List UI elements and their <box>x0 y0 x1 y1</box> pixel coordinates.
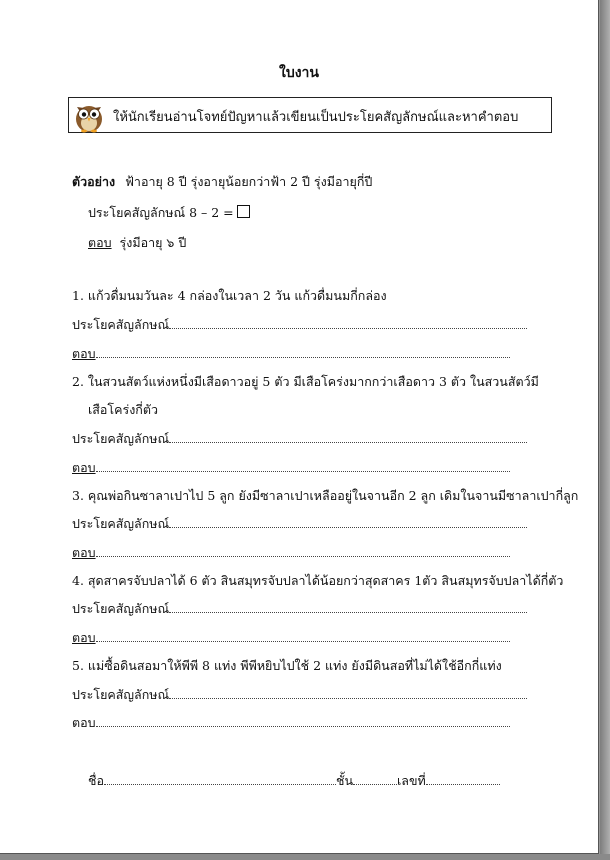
example-problem-line <box>72 172 372 192</box>
problem-2-answer-line <box>72 458 510 478</box>
answer-blank[interactable] <box>96 725 510 727</box>
problem-1-sentence-line <box>72 315 527 335</box>
sentence-label: ประโยคสัญลักษณ์ <box>72 431 170 446</box>
problem-5-sentence-line <box>72 685 527 705</box>
sentence-label: ประโยคสัญลักษณ์ <box>72 317 170 332</box>
problem-3-text: 3. คุณพ่อกินซาลาเปาไป 5 ลูก ยังมีซาลาเปาเหลืออยู่ในจานอีก 2 ลูก เดิมในจานมีซาลาเปากี่ลูก <box>72 488 579 503</box>
problem-5-text: 5. แม่ซื้อดินสอมาให้พีพี 8 แท่ง พีพีหยิบไปใช้ 2 แท่ง ยังมีดินสอที่ไม่ได้ใช้อีกกี่แท่ง <box>72 658 502 673</box>
problem-2-text-cont: เสือโคร่งกี่ตัว <box>88 402 159 417</box>
footer-line <box>88 771 500 791</box>
example-label: ตัวอย่าง <box>72 174 116 189</box>
sentence-label: ประโยคสัญลักษณ์ <box>72 687 170 702</box>
answer-label: ตอบ <box>72 545 96 560</box>
instruction-box <box>68 97 552 133</box>
answer-blank[interactable] <box>96 356 510 358</box>
problem-5-answer-line <box>72 713 510 733</box>
viewer-bottom-edge <box>0 854 610 860</box>
number-blank[interactable] <box>426 783 500 785</box>
problem-2-text: 2. ในสวนสัตว์แห่งหนึ่งมีเสือดาวอยู่ 5 ตัว มีเสือโคร่งมากกว่าเสือดาว 3 ตัว ในสวนสัตว์มี <box>72 374 539 389</box>
sentence-blank[interactable] <box>169 327 527 329</box>
example-answer-label: ตอบ <box>88 235 112 250</box>
example-answer: รุ่งมีอายุ ๖ ปี <box>119 235 187 250</box>
name-label: ชื่อ <box>88 773 104 788</box>
answer-blank[interactable] <box>96 470 510 472</box>
sentence-label: ประโยคสัญลักษณ์ <box>72 516 170 531</box>
problem-1-text: 1. แก้วดื่มนมวันละ 4 กล่องในเวลา 2 วัน แก้วดื่มนมกี่กล่อง <box>72 288 387 303</box>
name-blank[interactable] <box>104 783 336 785</box>
problem-4-text: 4. สุดสาครจับปลาได้ 6 ตัว สินสมุทรจับปลาได้น้อยกว่าสุดสาคร 1ตัว สินสมุทรจับปลาได้กี่ตัว <box>72 573 564 588</box>
problem-4-answer-line <box>72 628 510 648</box>
problem-3-answer-line <box>72 543 510 563</box>
example-sentence: ประโยคสัญลักษณ์ 8 – 2 = <box>88 205 234 220</box>
answer-label: ตอบ <box>72 630 96 645</box>
problem-3-sentence-line <box>72 514 527 534</box>
sentence-blank[interactable] <box>169 697 527 699</box>
example-sentence-line <box>88 203 250 223</box>
answer-blank[interactable] <box>96 640 510 642</box>
instruction-text: ให้นักเรียนอ่านโจทย์ปัญหาแล้วเขียนเป็นประโยคสัญลักษณ์และหาคำตอบ <box>113 110 519 125</box>
answer-label: ตอบ <box>72 715 96 730</box>
problem-2-sentence-line <box>72 429 527 449</box>
sentence-blank[interactable] <box>169 441 527 443</box>
class-label: ชั้น <box>336 773 354 788</box>
number-label: เลขที่ <box>397 773 426 788</box>
sentence-label: ประโยคสัญลักษณ์ <box>72 601 170 616</box>
answer-label: ตอบ <box>72 346 96 361</box>
owl-icon <box>72 99 106 133</box>
answer-box-icon <box>237 205 250 218</box>
sentence-blank[interactable] <box>169 611 527 613</box>
example-answer-line <box>88 233 186 253</box>
answer-label: ตอบ <box>72 460 96 475</box>
class-blank[interactable] <box>353 783 397 785</box>
example-problem: ฟ้าอายุ 8 ปี รุ่งอายุน้อยกว่าฟ้า 2 ปี รุ่งมีอายุกี่ปี <box>125 174 373 189</box>
problem-1-answer-line <box>72 344 510 364</box>
viewer-scroll-edge <box>600 0 610 860</box>
page-title: ใบงาน <box>279 65 319 81</box>
problem-4-sentence-line <box>72 599 527 619</box>
answer-blank[interactable] <box>96 555 510 557</box>
sentence-blank[interactable] <box>169 526 527 528</box>
